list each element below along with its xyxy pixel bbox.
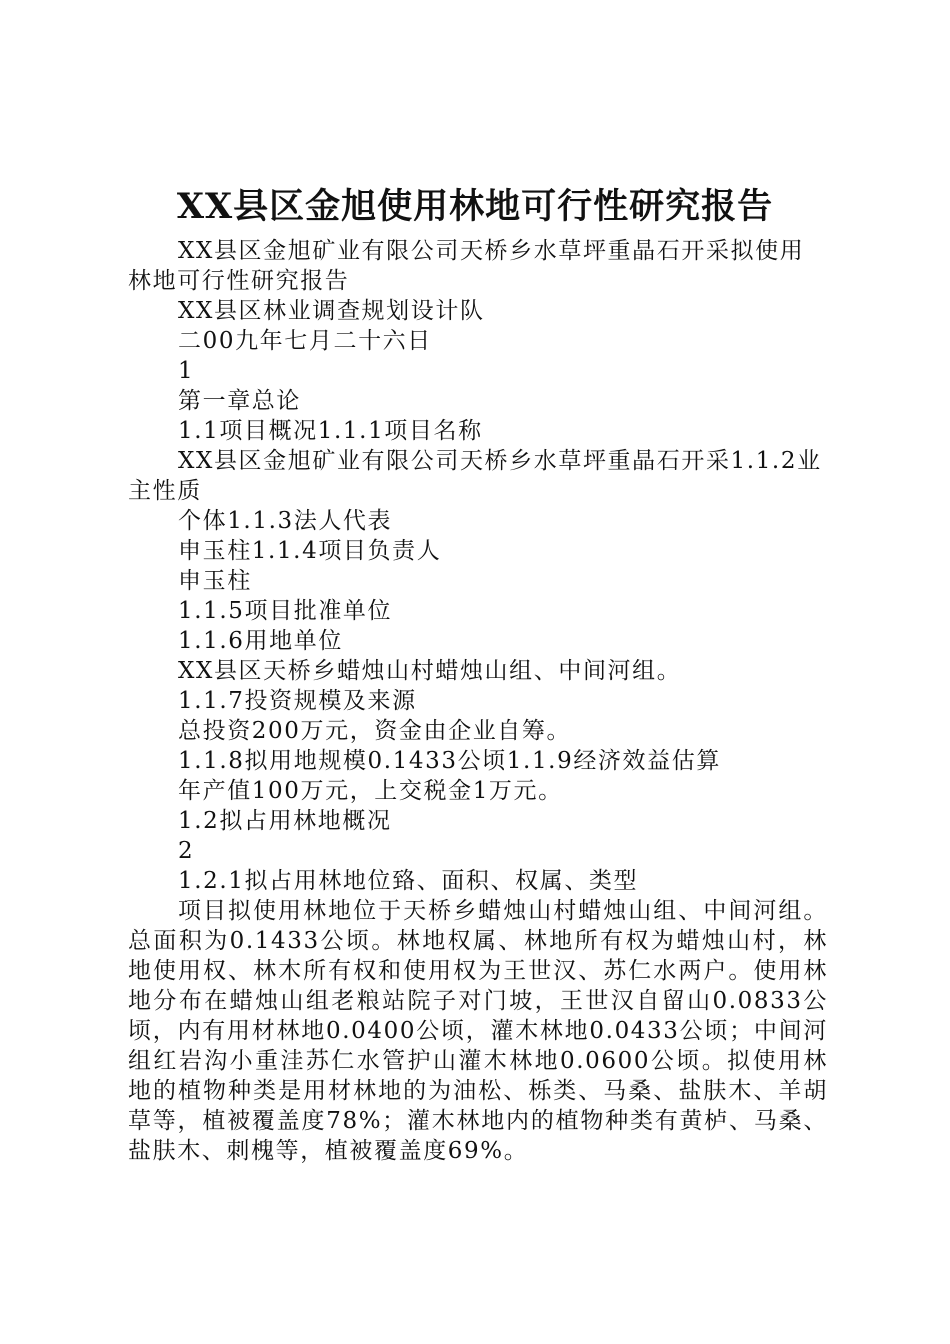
chapter-heading: 第一章总论 [178, 388, 301, 414]
report-date: 二00九年七月二十六日 [178, 328, 432, 354]
page-number: 2 [178, 838, 195, 864]
author-organization: XX县区林业调查规划设计队 [178, 298, 485, 324]
project-manager-line: 申玉柱 [178, 568, 252, 594]
investment-heading: 1.1.7投资规模及来源 [178, 688, 417, 714]
business-nature-line: 个体1.1.3法人代表 [178, 508, 393, 534]
economic-benefit-line: 年产值100万元，上交税金1万元。 [178, 778, 563, 804]
land-user-heading: 1.1.6用地单位 [178, 628, 343, 654]
project-name-paragraph: XX县区金旭矿业有限公司天桥乡水草坪重晶石开采1.1.2业主性质 [128, 448, 822, 504]
section-heading: 1.1项目概况1.1.1项目名称 [178, 418, 483, 444]
forest-land-description: 项目拟使用林地位于天桥乡蜡烛山村蜡烛山组、中间河组。总面积为0.1433公顷。林地权属、林地所有权为蜡烛山村，林地使用权、林木所有权和使用权为王世汉、苏仁水两户。使用林地分布在蜡烛山组老粮站院子对门坡，王世汉自留山0.0833公顷，内有用材林地0.0400公顷，灌木林地0.0433公顷；中间河组红岩沟小重洼苏仁水管护山灌木林地0.0600公顷。拟使用林地的植物种类是用材林地的为油松、栎类、马桑、盐肤木、羊胡草等，植被覆盖度78%；灌木林地内的植物种类有黄栌、马桑、盐肤木、刺槐等，植被覆盖度69%。 [128, 898, 828, 1164]
legal-representative-line: 申玉柱1.1.4项目负责人 [178, 538, 442, 564]
land-user-line: XX县区天桥乡蜡烛山村蜡烛山组、中间河组。 [178, 658, 682, 684]
subsection-heading: 1.2.1拟占用林地位臵、面积、权属、类型 [178, 868, 639, 894]
section-heading: 1.2拟占用林地概况 [178, 808, 392, 834]
document-title: XX县区金旭使用林地可行性研究报告 [176, 186, 774, 227]
investment-line: 总投资200万元，资金由企业自筹。 [178, 718, 572, 744]
report-full-title: XX县区金旭矿业有限公司天桥乡水草坪重晶石开采拟使用林地可行性研究报告 [128, 238, 805, 294]
land-scale-line: 1.1.8拟用地规模0.1433公顷1.1.9经济效益估算 [178, 748, 721, 774]
approval-unit-line: 1.1.5项目批准单位 [178, 598, 393, 624]
page-number: 1 [178, 358, 195, 384]
document-body [128, 236, 828, 1166]
